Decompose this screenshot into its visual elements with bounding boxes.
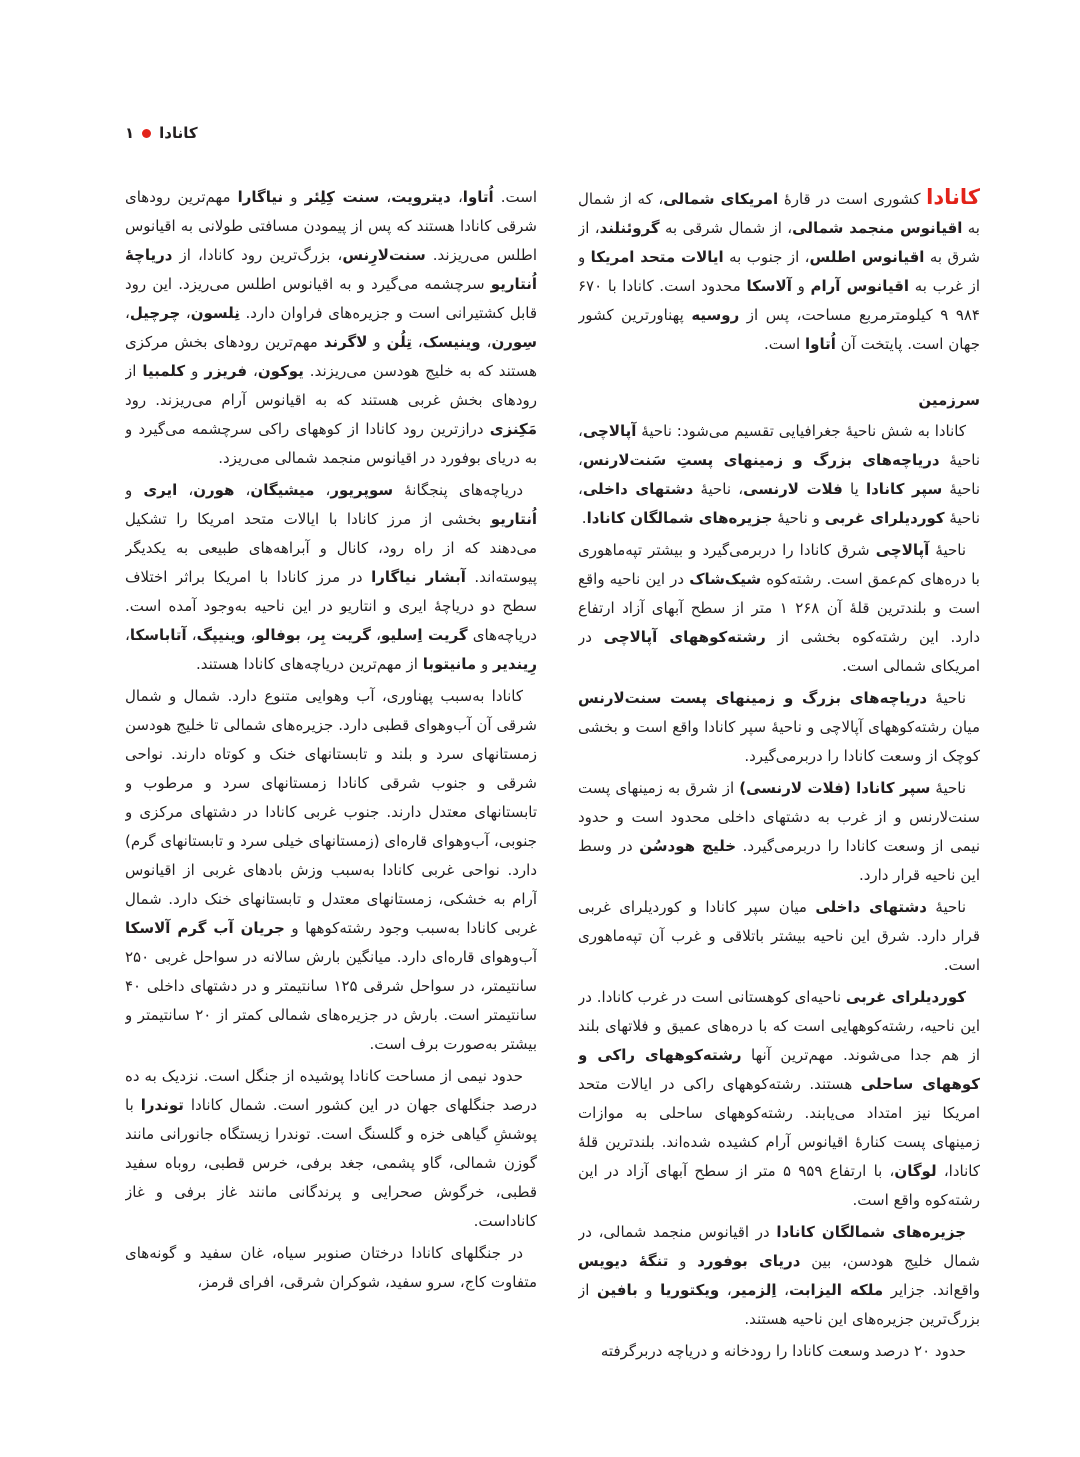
text-run: حدود ۲۰ درصد وسعت کانادا را رودخانه و دریاچه دربرگرفته [600, 1342, 966, 1360]
text-run: محدود است. کانادا با ۶۷۰ ۹۸۴ ۹ کیلومترمربع مساحت، پس از [578, 277, 980, 324]
text-run: ، [247, 362, 258, 380]
text-run: از شرق به زمینهای پست سنت‌لارنس و از غرب به دشتهای داخلی محدود است و حدود نیمی از وسعت کانادا را دربرمی‌گیرد. [578, 779, 980, 855]
text-run: دریاچه‌های پنجگانهٔ [393, 481, 524, 499]
text-run: ، [245, 626, 256, 644]
text-run: ، [450, 188, 463, 206]
text-run: ، بزرگ‌ترین رود کانادا، از [172, 246, 343, 264]
text-run: ، [186, 626, 197, 644]
text-run: ، [180, 304, 191, 322]
text-run: کانادا به‌سبب پهناوری، آب وهوایی متنوع دارد. شمال و شمال شرقی آن آب‌وهوای قطبی دارد. جزیره‌های شمالی تا خلیج هودسن زمستانهای سرد و بلند و تابستانهای خنک و کوتاه دارند. نواحی شرقی و جنوب شرقی کانادا زمستانهای سرد و مرطوب و تابستانهای معتدل دارند. جنوب غربی کانادا در دشتهای مرکزی و جنوبی، آب‌وهوای قاره‌ای (زمستانهای خیلی سرد و تابستانهای گرم) دارد. نواحی غربی کانادا به‌سبب وزش بادهای غربی از اقیانوس آرام به خشکی، زمستانهای معتدل و تابستانهای خنک دارد. شمال غربی کانادا به‌سبب وجود رشته‌کوهها و [125, 687, 537, 937]
bold-italic-term: آپالاچی [875, 541, 930, 559]
text-run: ، از جنوب به [723, 248, 810, 266]
text-run: ، ناحیهٔ [693, 480, 744, 498]
bold-italic-term: نِلسون [190, 304, 240, 322]
bold-italic-term: اُنتاریو [490, 510, 537, 528]
bold-italic-term: دشتهای داخلی [815, 898, 928, 916]
text-run: ، [234, 481, 251, 499]
text-run: کانادا به شش ناحیهٔ جغرافیایی تقسیم می‌شود: ناحیهٔ [636, 422, 966, 440]
header-bullet-icon [142, 129, 151, 138]
text-run: در وسط این ناحیه قرار دارد. [578, 837, 980, 884]
text-run: در امریکای شمالی است. [578, 628, 980, 675]
running-header [125, 124, 198, 142]
bold-italic-term: ایری [143, 481, 178, 499]
text-run: از رودهای بخش غربی هستند که به اقیانوس آرام می‌ریزند. رود [125, 362, 537, 409]
text-run: ناحیهٔ [930, 779, 967, 797]
paragraph [125, 476, 537, 679]
text-run: ، [480, 333, 492, 351]
bold-italic-term: لوگان [894, 1162, 937, 1180]
text-run: شرق کانادا را دربرمی‌گیرد و بیشتر تپه‌ماهوری با دره‌های کم‌عمق است. رشته‌کوه [578, 541, 980, 588]
bold-italic-term: سوپریور [330, 481, 394, 499]
text-run: از مهم‌ترین دریاچه‌های کانادا هستند. [195, 655, 423, 673]
bold-italic-term: هورن [193, 481, 235, 499]
text-run: و [367, 333, 387, 351]
paragraph [578, 774, 980, 890]
bold-term: توندرا [140, 1096, 184, 1114]
bold-italic-term: ملکه الیزابت [788, 1281, 884, 1299]
text-run: ، [125, 304, 130, 322]
text-run: واقع‌اند. جزایر [883, 1281, 980, 1299]
left-column [125, 183, 537, 1300]
bold-term: روسیه [691, 306, 740, 324]
paragraph [125, 1239, 537, 1297]
bold-italic-term: شیک‌شاک [689, 570, 762, 588]
bold-italic-term: سپر کانادا (فلات لارنسی) [739, 779, 931, 797]
text-run: بخشی از مرز کانادا با ایالات متحد امریکا را تشکیل می‌دهند که از راه رود، کانال و آبراهه‌های طبیعی به یکدیگر پیوسته‌اند. [125, 510, 537, 586]
bold-italic-term: آتاباسکا [129, 626, 187, 644]
text-run: و [476, 655, 493, 673]
text-run: ناحیهٔ [927, 689, 967, 707]
bold-italic-term: تِلُن [386, 333, 412, 351]
text-run: ، ناحیهٔ [578, 451, 980, 498]
bold-italic-term: دریاچه‌های بزرگ و زمینهای پستِ سَنت‌لارنس [582, 451, 940, 469]
bold-italic-term: رشته‌کوههای راکی و کوههای ساحلی [578, 1046, 980, 1093]
text-run: ، [379, 188, 392, 206]
bold-italic-term: سنت‌لارِنس [342, 246, 426, 264]
text-run: ، که از شمال به [578, 190, 980, 237]
header-title: کانادا [159, 124, 198, 142]
bold-italic-term: دریای بوفورد [697, 1252, 801, 1270]
text-run: ، [314, 481, 331, 499]
text-run: هستند. رشته‌کوههای راکی در ایالات متحد امریکا نیز امتداد می‌یابند. رشته‌کوههای ساحلی به موازات زمینهای پست کنارهٔ اقیانوس آرام کشیده شده‌اند. بلندترین قلهٔ کانادا، [578, 1075, 980, 1180]
text-run: و ناحیهٔ [772, 509, 825, 527]
text-run: ، از شمال شرقی به [659, 219, 793, 237]
text-run: آب‌وهوای قاره‌ای دارد. میانگین بارش سالانه در سواحل غربی ۲۵۰ سانتیمتر، در سواحل شرقی ۱۲۵ سانتیمتر و در دشتهای داخلی ۴۰ سانتیمتر است. بارش در جزیره‌های شمالی کمتر از ۲۰ سانتیمتر و بیشتر به‌صورت برف است. [125, 948, 537, 1053]
text-run: از بزرگ‌ترین جزیره‌های این ناحیه هستند. [578, 1281, 980, 1328]
paragraph [125, 1062, 537, 1236]
text-run: ، از شرق به [578, 219, 980, 266]
bold-italic-term: آپالاچی [582, 422, 637, 440]
text-run: مهم‌ترین رودهای بخش مرکزی هستند که به خلیج هودسن می‌ریزند. [125, 333, 537, 380]
text-run: ، [300, 626, 311, 644]
text-run: سرچشمه می‌گیرد و به اقیانوس اطلس می‌ریزد. این رود قابل کشتیرانی است و جزیره‌های فراوان دارد. [125, 275, 537, 322]
bold-italic-term: دشتهای داخلی [582, 480, 694, 498]
bold-italic-term: کوردیلرای غربی [824, 509, 945, 527]
text-run: ، ناحیهٔ [578, 480, 980, 527]
text-run: در مرز کانادا با امریکا براثر اختلاف سطح دو دریاچهٔ ایری و انتاریو در این ناحیه به‌وجود آمده است. دریاچه‌های [125, 568, 537, 644]
text-run: ناحیه‌ای کوهستانی است در غرب کانادا. در این ناحیه، رشته‌کوههایی است که با دره‌های عمیق و فلاتهای بلند از هم جدا می‌شوند. مهم‌ترین آنها [578, 988, 980, 1064]
bold-italic-term: گریت بِر [310, 626, 371, 644]
text-run: و [668, 1252, 698, 1270]
bold-italic-term: فلات لارنسی [743, 480, 843, 498]
text-run: ، [125, 626, 130, 644]
bold-italic-term: یوکون [257, 362, 304, 380]
text-run: ، [177, 481, 194, 499]
paragraph [578, 417, 980, 533]
bold-italic-term: جزیره‌های شمالگان کانادا [776, 1223, 967, 1241]
bold-term: آلاسکا [746, 277, 792, 295]
text-run: ، [411, 333, 423, 351]
bold-italic-term: اُتاوا [462, 188, 494, 206]
bold-italic-term: فریزر [204, 362, 248, 380]
bold-term: اقیانوس منجمد شمالی [792, 219, 963, 237]
bold-italic-term: مانیتوبا [422, 655, 477, 673]
bold-italic-term: تنگهٔ دیویس [578, 1252, 669, 1270]
paragraph [578, 1218, 980, 1334]
paragraph [578, 536, 980, 681]
text-run: . [581, 509, 587, 527]
bold-term: گروئنلند [599, 219, 660, 237]
bold-italic-term: سپر کانادا [865, 480, 943, 498]
text-run: و [283, 188, 305, 206]
bold-italic-term: کوردیلرای غربی [845, 988, 966, 1006]
bold-italic-term: بوفالو [255, 626, 301, 644]
text-run: مهم‌ترین رودهای شرقی کانادا هستند که پس از پیمودن مسافتی طولانی به اقیانوس اطلس می‌ریزند. [125, 188, 537, 264]
bold-italic-term: دریاچه‌های بزرگ و زمینهای پست سنت‌لارنس [578, 689, 928, 707]
text-run: است. [493, 188, 537, 206]
text-run: ، [776, 1281, 789, 1299]
text-run: در اقیانوس منجمد شمالی، در شمال خلیج هودسن، بین [578, 1223, 980, 1270]
text-run: درازترین رود کانادا از کوههای راکی سرچشمه می‌گیرد و به دریای بوفورد در اقیانوس منجمد شمالی می‌ریزد. [125, 420, 537, 467]
text-run: ، [370, 626, 381, 644]
bold-italic-term: جریان آب گرم آلاسکا [125, 919, 285, 937]
bold-italic-term: کلمبیا [142, 362, 186, 380]
paragraph [578, 684, 980, 771]
page-number: ۱ [125, 124, 135, 142]
text-run: و [125, 481, 144, 499]
bold-italic-term: ویکتوریا [660, 1281, 720, 1299]
bold-italic-term: اِلزمیر [731, 1281, 777, 1299]
bold-italic-term: اُتاوا [805, 335, 836, 353]
bold-italic-term: میشیگان [250, 481, 315, 499]
bold-italic-term: خلیج هودسُن [639, 837, 737, 855]
text-run: ، ناحیهٔ [578, 422, 980, 469]
paragraph [125, 682, 537, 1059]
bold-italic-term: وینیپگ [196, 626, 246, 644]
section-heading: سرزمین [918, 391, 980, 409]
bold-italic-term: دریاچهٔ اُنتاریو [125, 246, 537, 293]
text-run: کشوری است در قارهٔ [778, 190, 927, 208]
text-run: و [791, 277, 811, 295]
right-column [578, 183, 980, 1369]
bold-italic-term: آبشار نیاگارا [371, 568, 466, 586]
bold-italic-term: وینیسک [422, 333, 481, 351]
text-run: ، [719, 1281, 732, 1299]
text-run: است. [763, 335, 805, 353]
paragraph [578, 983, 980, 1215]
bold-term: ایالات متحد امریکا [590, 248, 724, 266]
text-run: در جنگلهای کانادا درختان صنوبر سیاه، غان سفید و گونه‌های متفاوت کاج، سرو سفید، شوکران شرقی، افرای قرمز، [125, 1244, 537, 1291]
bold-italic-term: گریت اِسلیو [380, 626, 468, 644]
text-run: حدود نیمی از مساحت کانادا پوشیده از جنگل است. نزدیک به ده درصد جنگلهای جهان در این کشور است. شمال کانادا [125, 1067, 537, 1114]
bold-italic-term: رشته‌کوههای آپالاچی [603, 628, 766, 646]
bold-italic-term: سنت کِلِئر [304, 188, 380, 206]
text-run: و از غرب به [578, 248, 980, 295]
text-run: ، با ارتفاع ۹۵۹ ۵ متر از سطح آبهای آزاد در این رشته‌کوه واقع است. [578, 1162, 980, 1209]
paragraph [578, 183, 980, 359]
text-run: با پوششِ گیاهی خزه و گلسنگ است. توندرا زیستگاه جانورانی مانند گوزن شمالی، گاو پشمی، جغد برفی، خرس قطبی، روباه سفید قطبی، خرگوش صحرایی و پرندگانی مانند غاز برفی و غاز کاناداست. [125, 1096, 537, 1230]
text-run: ناحیهٔ [927, 898, 966, 916]
article-title: کانادا [926, 185, 980, 209]
bold-italic-term: دیترویت [391, 188, 451, 206]
bold-italic-term: چرچیل [129, 304, 181, 322]
paragraph [578, 893, 980, 980]
text-run: و [637, 1281, 661, 1299]
paragraph [578, 1337, 980, 1366]
bold-italic-term: جزیره‌های شمالگان کانادا [586, 509, 773, 527]
bold-italic-term: بافین [597, 1281, 638, 1299]
bold-italic-term: رِیندیر [492, 655, 537, 673]
paragraph [125, 183, 537, 473]
bold-term: اقیانوس آرام [810, 277, 910, 295]
bold-italic-term: لاگرند [323, 333, 368, 351]
bold-italic-term: سِورن [491, 333, 537, 351]
text-run: یا [842, 480, 866, 498]
text-run: میان رشته‌کوههای آپالاچی و ناحیهٔ سپر کانادا واقع است و بخشی کوچک از وسعت کانادا را دربرمی‌گیرد. [578, 718, 980, 765]
text-run: ناحیهٔ [929, 541, 966, 559]
bold-italic-term: نیاگارا [237, 188, 284, 206]
text-run: در این ناحیه واقع است و بلندترین قلهٔ آن ۲۶۸ ۱ متر از سطح آبهای آزاد ارتفاع دارد. این رشته‌کوه بخشی از [578, 570, 980, 646]
bold-term: امریکای شمالی [663, 190, 779, 208]
text-run: میان سپر کانادا و کوردیلرای غربی قرار دارد. شرق این ناحیه بیشتر باتلاقی و غرب آن تپه‌ماهوری است. [578, 898, 980, 974]
bold-term: اقیانوس اطلس [809, 248, 925, 266]
bold-italic-term: مَکِنزی [489, 420, 537, 438]
text-run: و [185, 362, 205, 380]
text-run: پهناورترین کشور جهان است. پایتخت آن [578, 306, 980, 353]
